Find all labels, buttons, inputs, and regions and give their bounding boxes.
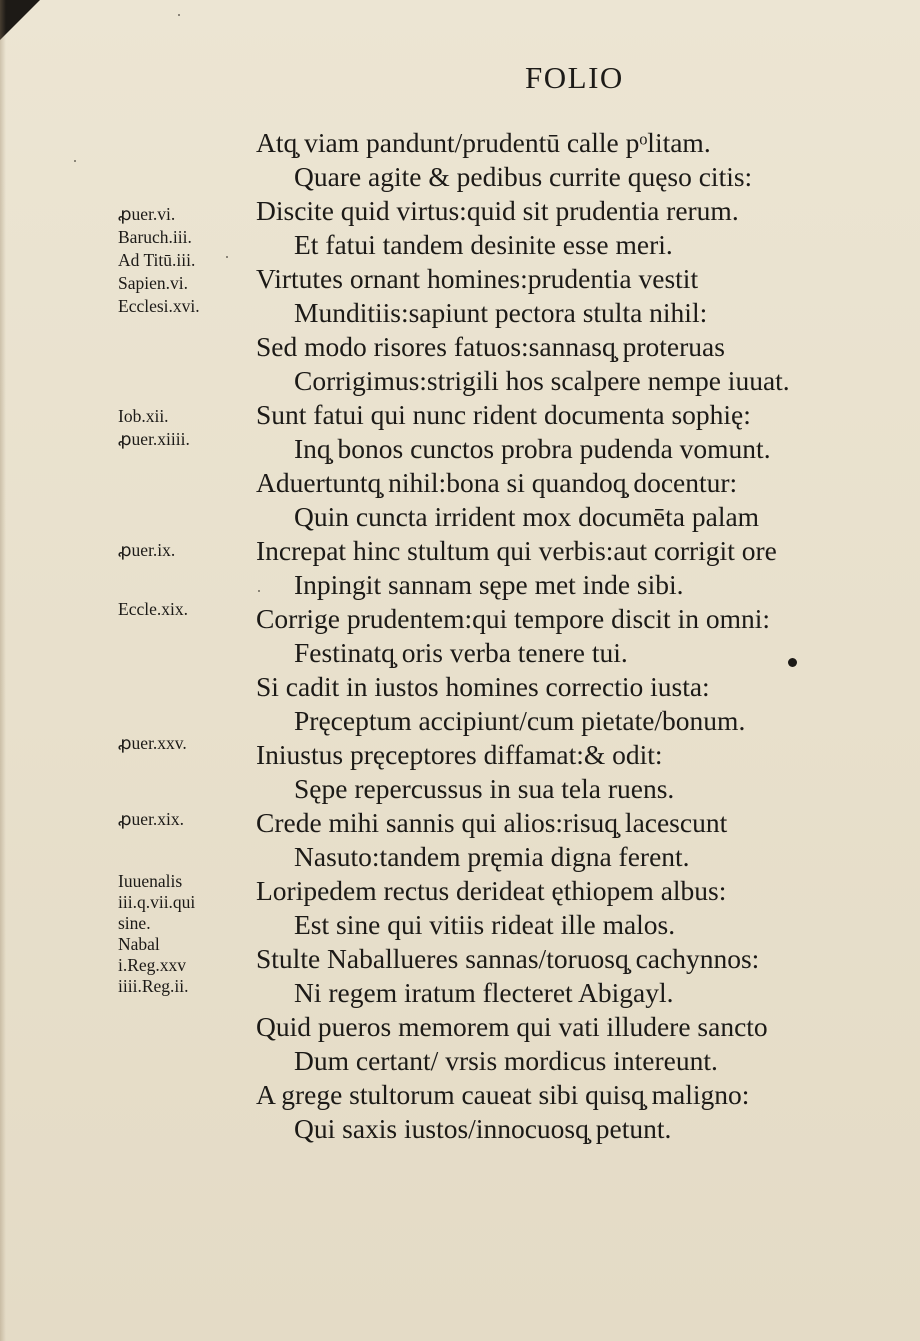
verse-line: Virtutes ornant homines:prudentia vestit bbox=[256, 263, 699, 294]
verse-line: Quin cuncta irrident mox documēta palam bbox=[294, 501, 760, 532]
margin-note: Ecclesi.xvi. bbox=[118, 296, 200, 316]
verse-line: Sed modo risores fatuos:sannasq̧ proteruas bbox=[256, 331, 725, 362]
verse-line: Munditiis:sapiunt pectora stulta nihil: bbox=[294, 297, 708, 328]
margin-note: ꝓuer.xiiii. bbox=[118, 429, 190, 449]
verse-line: Quid pueros memorem qui vati illudere sancto bbox=[256, 1011, 768, 1042]
verse-line: Aduertuntq̧ nihil:bona si quandoq̧ docentur: bbox=[256, 467, 738, 498]
verse-line: Atq̧ viam pandunt/prudentū calle pᵒlitam. bbox=[256, 127, 711, 158]
verse-line: Ni regem iratum flecteret Abigayl. bbox=[294, 977, 674, 1008]
page-edge-shadow bbox=[0, 0, 6, 1341]
verse-line: Dum certant/ vrsis mordicus intereunt. bbox=[294, 1045, 718, 1076]
margin-note: Eccle.xix. bbox=[118, 599, 188, 619]
margin-note: sine. bbox=[118, 913, 151, 933]
margin-note: iii.q.vii.qui bbox=[118, 892, 196, 912]
margin-note: ꝓuer.xxv. bbox=[118, 733, 187, 753]
verse-line: Sunt fatui qui nunc rident documenta sophię: bbox=[256, 399, 751, 430]
verse-line: Inpingit sannam sępe met inde sibi. bbox=[294, 569, 684, 600]
margin-note: ꝓuer.ix. bbox=[118, 540, 176, 560]
verse-line: Corrige prudentem:qui tempore discit in omni: bbox=[256, 603, 771, 634]
margin-note: Iob.xii. bbox=[118, 406, 169, 426]
verse-line: Sępe repercussus in sua tela ruens. bbox=[294, 773, 675, 804]
verse-line: Loripedem rectus derideat ęthiopem albus: bbox=[256, 875, 727, 906]
ink-dot bbox=[788, 658, 797, 667]
folio-header: FOLIO bbox=[525, 60, 624, 95]
margin-note: Ad Titū.iii. bbox=[118, 250, 196, 270]
verse-line: Qui saxis iustos/innocuosq̧ petunt. bbox=[294, 1113, 672, 1144]
margin-note: iiii.Reg.ii. bbox=[118, 976, 189, 996]
verse-line: A grege stultorum caueat sibi quisq̧ maligno: bbox=[256, 1079, 750, 1110]
verse-line: Si cadit in iustos homines correctio iusta: bbox=[256, 671, 710, 702]
verse-line: Inq̧ bonos cunctos probra pudenda vomunt. bbox=[294, 433, 771, 464]
verse-line: Iniustus pręceptores diffamat:& odit: bbox=[256, 739, 663, 770]
verse-line: Et fatui tandem desinite esse meri. bbox=[294, 229, 673, 260]
ink-speck bbox=[178, 14, 180, 16]
verse-line: Festinatq̧ oris verba tenere tui. bbox=[294, 637, 628, 668]
ink-speck bbox=[226, 256, 228, 258]
margin-note: Sapien.vi. bbox=[118, 273, 188, 293]
verse-line: Crede mihi sannis qui alios:risuq̧ lacescunt bbox=[256, 807, 728, 838]
verse-line: Quare agite & pedibus currite quęso citis: bbox=[294, 161, 753, 192]
verse-line: Increpat hinc stultum qui verbis:aut corrigit ore bbox=[256, 535, 777, 566]
margin-note: Nabal bbox=[118, 934, 160, 954]
corner-stain bbox=[0, 0, 40, 40]
verse-line: Pręceptum accipiunt/cum pietate/bonum. bbox=[294, 705, 746, 736]
verse-line: Discite quid virtus:quid sit prudentia rerum. bbox=[256, 195, 739, 226]
ink-speck bbox=[258, 590, 260, 592]
verse-line: Est sine qui vitiis rideat ille malos. bbox=[294, 909, 676, 940]
verse-line: Corrigimus:strigili hos scalpere nempe iuuat. bbox=[294, 365, 790, 396]
margin-note: Baruch.iii. bbox=[118, 227, 192, 247]
margin-note: Iuuenalis bbox=[118, 871, 183, 891]
verse-line: Stulte Naballueres sannas/toruosq̧ cachynnos: bbox=[256, 943, 760, 974]
ink-speck bbox=[74, 160, 76, 162]
margin-note: ꝓuer.vi. bbox=[118, 204, 176, 224]
verse-line: Nasuto:tandem pręmia digna ferent. bbox=[294, 841, 690, 872]
margin-note: ꝓuer.xix. bbox=[118, 809, 185, 829]
margin-note: i.Reg.xxv bbox=[118, 955, 187, 975]
